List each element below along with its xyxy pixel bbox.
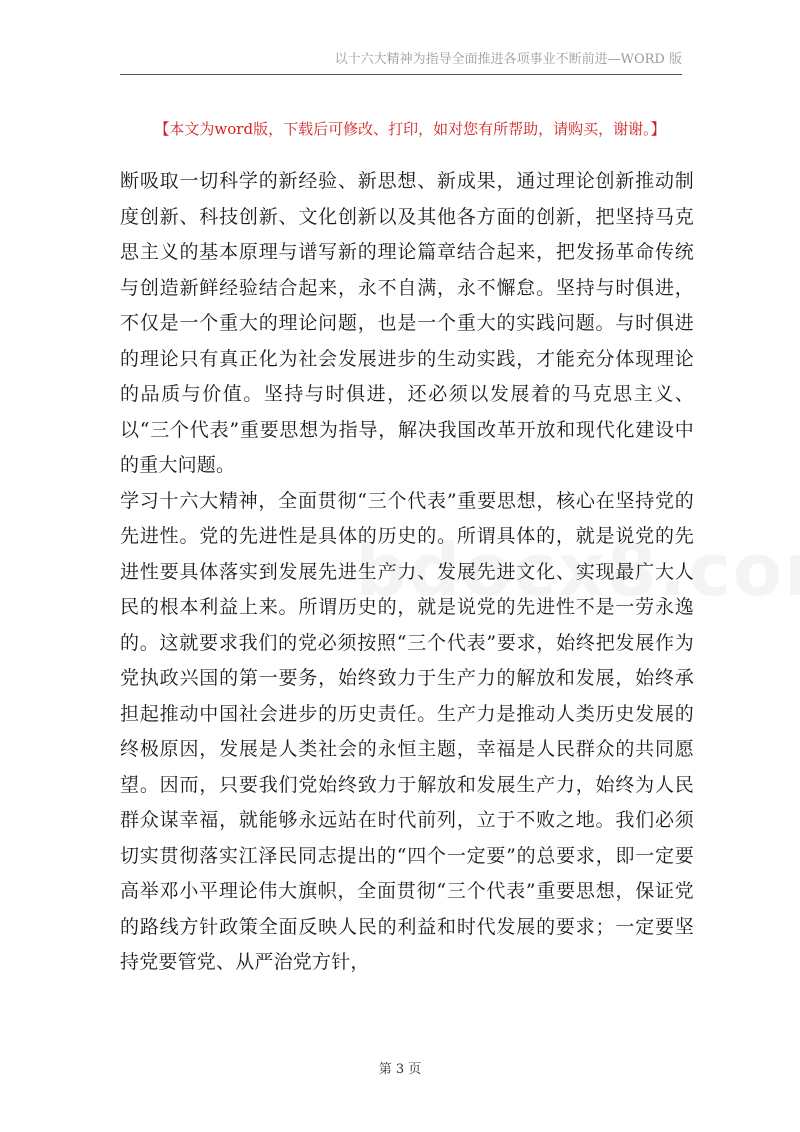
paragraph: 断吸取一切科学的新经验、新思想、新成果，通过理论创新推动制度创新、科技创新、文化创新以及其他各方面的创新，把坚持马克思主义的基本原理与谱写新的理论篇章结合起来，把发扬革命传统与创造新鲜经验结合起来，永不自满，永不懈怠。坚持与时俱进，不仅是一个重大的理论问题，也是一个重大的实践问题。与时俱进的理论只有真正化为社会发展进步的生动实践，才能充分体现理论的品质与价值。坚持与时俱进，还必须以发展着的马克思主义、以“三个代表”重要思想为指导，解决我国改革开放和现代化建设中的重大问题。: [120, 170, 694, 476]
page-number: 第 3 页: [378, 1062, 422, 1077]
paragraph: 学习十六大精神，全面贯彻“三个代表”重要思想，核心在坚持党的先进性。党的先进性是具体的历史的。所谓具体的，就是说党的先进性要具体落实到发展先进生产力、发展先进文化、实现最广大人民的根本利益上来。所谓历史的，就是说党的先进性不是一劳永逸的。这就要求我们的党必须按照“三个代表”要求，始终把发展作为党执政兴国的第一要务，始终致力于生产力的解放和发展，始终承担起推动中国社会进步的历史责任。生产力是推动人类历史发展的终极原因，发展是人类社会的永恒主题，幸福是人民群众的共同愿望。因而，只要我们党始终致力于解放和发展生产力，始终为人民群众谋幸福，就能够永远站在时代前列，立于不败之地。我们必须切实贯彻落实江泽民同志提出的“四个一定要”的总要求，即一定要高举邓小平理论伟大旗帜，全面贯彻“三个代表”重要思想，保证党的路线方针政策全面反映人民的利益和时代发展的要求；一定要坚持党要管党、从严治党方针，: [120, 489, 694, 973]
header-title: 以十六大精神为指导全面推进各项事业不断前进—WORD 版: [334, 52, 682, 67]
page-header: [120, 50, 682, 75]
purchase-notice: 【本文为word版，下载后可修改、打印，如对您有所帮助，请购买，谢谢。】: [154, 120, 666, 138]
document-body: [120, 164, 694, 981]
